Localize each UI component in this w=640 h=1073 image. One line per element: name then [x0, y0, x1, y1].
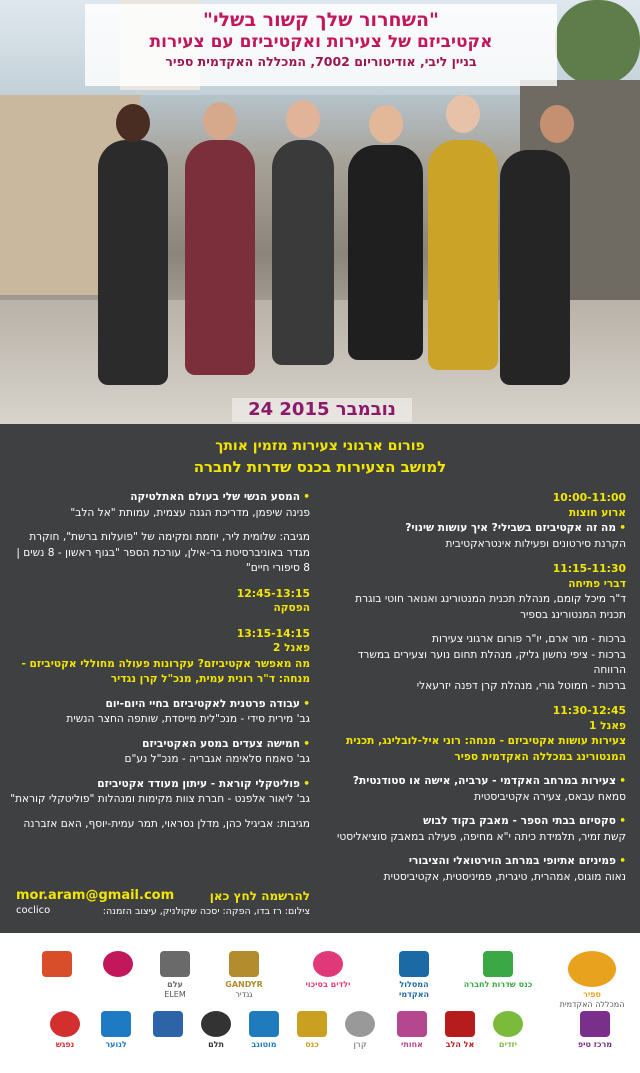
sponsor-logo [150, 951, 200, 1000]
talk-title: • פוליטקלי קוראת - עיתון מעודד אקטיביזם [10, 777, 310, 793]
logo-name: אל הלב [445, 1040, 475, 1049]
logo-subtitle: המכללה האקדמית [559, 1000, 625, 1009]
logo-mark-icon [493, 1011, 523, 1037]
sponsor-logo [196, 1011, 236, 1050]
logo-mark-icon [580, 1011, 610, 1037]
logo-mark-icon [483, 951, 513, 977]
logo-mark-icon [249, 1011, 279, 1037]
schedule-block [328, 561, 626, 623]
sponsor-logo [290, 951, 366, 990]
event-title: "השחרור שלך קשור בשלי" [203, 9, 439, 31]
speaker-info: ברכות - חמוטל גורי, מנהלת קרן דפנה יזרעאלי [416, 679, 626, 692]
sponsor-logo [488, 1011, 528, 1050]
session-title: ארוע חוצות [568, 506, 626, 519]
invite-line-2: למושב הצעירות בכנס שדרות לחברה [193, 458, 447, 476]
speaker-info: ברכות - מור ארם, יו"ר פורום ארגוני צעירות [431, 633, 626, 645]
schedule-block [10, 626, 310, 688]
sponsor-logo [214, 951, 274, 1000]
schedule-block [10, 490, 310, 521]
talk-title: • חמישה צעדים במסע האקטיביזם [10, 737, 310, 753]
sponsor-logo [148, 1011, 188, 1040]
event-date: 24 נובמבר 2015 [248, 399, 396, 420]
sponsor-logo [292, 1011, 332, 1050]
speaker-info: מגיבה: שלומית ליר, יוזמת ומקימה של "פועלות ברשת", חוקרת מגדר באוניברסיטת בר-אילן, עורכת הספר "בגוף ראשון - 8 נשים | 8 סיפורי חיים" [16, 531, 310, 574]
session-title: דברי פתיחה [568, 577, 626, 590]
designer-brand: coclico [16, 905, 51, 916]
session-time: 11:30-12:45 [552, 704, 626, 717]
sponsor-logo [244, 1011, 284, 1050]
talk-title: • המסע הנשי שלי בעולם האתלטיקה [10, 490, 310, 506]
logo-mark-icon [101, 1011, 131, 1037]
sponsor-logo [458, 951, 538, 990]
logo-name: מרכז טיפ [577, 1040, 613, 1049]
title-box [85, 4, 557, 86]
talk-title: • עבודה פרטנית לאקטיביזם בחיי היום-יום [10, 697, 310, 713]
logo-mark-icon [201, 1011, 231, 1037]
sponsor-logo [440, 1011, 480, 1050]
speaker-info: מה מאפשר אקטיביזם? עקרונות פעולה מחוללי אקטיביזם - מנחה: ד"ר רונית עמית, מנכ"ל קרן נגדיר [21, 657, 310, 685]
sponsor-logo [555, 1011, 635, 1050]
speaker-info: גב' סאמח סלאימה אגבריה - מנכ"ל נע"ם [124, 753, 310, 765]
schedule-block [10, 697, 310, 728]
logo-name: מוטוגב [251, 1040, 277, 1049]
logo-mark-icon [313, 951, 343, 977]
schedule-block [10, 530, 310, 577]
logo-mark-icon [229, 951, 259, 977]
program-section [0, 424, 640, 931]
speaker-info: קשת זמיר, תלמידת כיתה י"א מחיפה, פעילה במאבק סוציאליסטי [337, 830, 626, 843]
logo-subtitle: ELEM [164, 990, 186, 999]
logo-mark-icon [297, 1011, 327, 1037]
logo-subtitle: גנדיר [235, 990, 253, 999]
speaker-info: מגיבות: אביגיל כהן, מדלן נסראוי, תמר עמית-יוסף, האם אזברנה [23, 817, 310, 830]
session-time: 11:15-11:30 [552, 562, 626, 575]
invite-line-1: פורום ארגוני צעירות מזמין אותך [215, 438, 425, 454]
event-subtitle: אקטיביזם של צעירות ואקטיביזם עם צעירות [149, 32, 493, 52]
logo-name: GANDYR [225, 980, 263, 989]
schedule-right-column [328, 490, 626, 894]
schedule-left-column [10, 490, 310, 841]
logo-name: ילדים בסיכוי [305, 980, 351, 989]
register-link[interactable]: להרשמה לחץ כאן [209, 889, 310, 903]
sponsor-logos [0, 931, 640, 1073]
credits: צילום: רז בדו, הפקה: יסכה שקולניק, עיצוב הזמנה: [102, 906, 310, 917]
logo-mark-icon [399, 951, 429, 977]
logo-mark-icon [103, 951, 133, 977]
date-box [232, 398, 412, 422]
session-title: פאנל 2 [273, 642, 310, 654]
schedule-block [10, 586, 310, 617]
sponsor-logo [384, 951, 444, 1000]
speaker-info: גב' ליאור אלפנט - חברת צוות מקימות ומנהלות "פוליטקלי קוראת" [10, 793, 310, 805]
talk-title: • צעירות במרחב האקדמי - ערביה, אישה או סטודנטית? [328, 774, 626, 790]
event-location: בניין ליבי, אודיטוריום 7002, המכללה האקדמית ספיר [165, 54, 477, 69]
logo-name: תלם [208, 1040, 224, 1049]
logo-name: עלם [167, 980, 183, 989]
logo-name: ספיר [583, 990, 601, 999]
logo-name: לנוער [105, 1040, 127, 1049]
speaker-info: גב' מירית סידי - מנכ"לית מייסדת, שותפה החצר הנשית [66, 713, 310, 725]
logo-mark-icon [397, 1011, 427, 1037]
sponsor-logo [30, 951, 84, 980]
schedule-block [328, 632, 626, 694]
schedule-block [10, 817, 310, 833]
logo-mark-icon [42, 951, 72, 977]
talk-title: • מה זה אקטיביזם בשבילי? איך עושות שינוי? [328, 521, 626, 537]
email-link[interactable]: mor.aram@gmail.com [16, 888, 175, 903]
logo-name: כנס [305, 1040, 319, 1049]
sponsor-logo [340, 1011, 380, 1050]
logo-name: יזדים [498, 1040, 518, 1049]
session-title: הפסקה [273, 602, 310, 614]
schedule-block [328, 703, 626, 765]
schedule-block [328, 814, 626, 845]
sponsor-logo [552, 951, 632, 1020]
schedule-block [328, 774, 626, 805]
talk-title: • פמיניזם אתיופי במרחב הוירטואלי והציבורי [328, 854, 626, 870]
schedule-block [328, 854, 626, 885]
sponsor-logo [98, 951, 138, 980]
schedule-block [10, 737, 310, 768]
speaker-info: הקרנת סירטונים ופעילות אינטראקטיבית [445, 537, 626, 550]
group-photo [0, 0, 640, 424]
speaker-info: פנינה שיפמן, מדריכת הגנה עצמית, עמותת "אל הלב" [70, 506, 310, 519]
speaker-info: צעירות עושות אקטיביזם - מנחה: רוני איל-לובלינג, תכנית המנטורינג במכללה האקדמית ספיר [346, 735, 626, 763]
schedule-block [328, 490, 626, 552]
logo-name: כנס שדרות לחברה [463, 980, 533, 989]
speaker-info: ד"ר מיכל קומם, מנהלת תכנית המנטורינג ואנואר חוטי בוגרת תכנית המנטורינג בספיר [355, 593, 626, 621]
session-time: 13:15-14:15 [236, 626, 310, 640]
logo-name: אחותי [401, 1040, 423, 1049]
logo-mark-icon [445, 1011, 475, 1037]
logo-mark-icon [160, 951, 190, 977]
speaker-info: סמאח עבאס, צעירה אקטיביסטית [474, 790, 626, 803]
speaker-info: נאוה מוגוס, אמהרית, טיגרית, פמיניסטית, אקטיביסטית [383, 870, 626, 883]
logo-name: נפגש [55, 1040, 75, 1049]
logo-mark-icon [568, 951, 616, 987]
logo-mark-icon [153, 1011, 183, 1037]
talk-title: • סקסיזם בבתי הספר - מאבק בקוד לבוש [328, 814, 626, 830]
logo-mark-icon [345, 1011, 375, 1037]
schedule-block [10, 777, 310, 808]
logo-name: המסלול האקדמי [398, 980, 430, 999]
session-time: 12:45-13:15 [236, 586, 310, 600]
speaker-info: ברכות - ציפי נחשון גליק, מנהלת תחום נוער וצעירים במשרד הרווחה [357, 648, 626, 676]
logo-name: קרן [353, 1040, 367, 1049]
session-title: פאנל 1 [589, 719, 626, 732]
sponsor-logo [392, 1011, 432, 1050]
sponsor-logo [96, 1011, 136, 1050]
session-time: 10:00-11:00 [552, 491, 626, 504]
logo-mark-icon [50, 1011, 80, 1037]
sponsor-logo [40, 1011, 90, 1050]
